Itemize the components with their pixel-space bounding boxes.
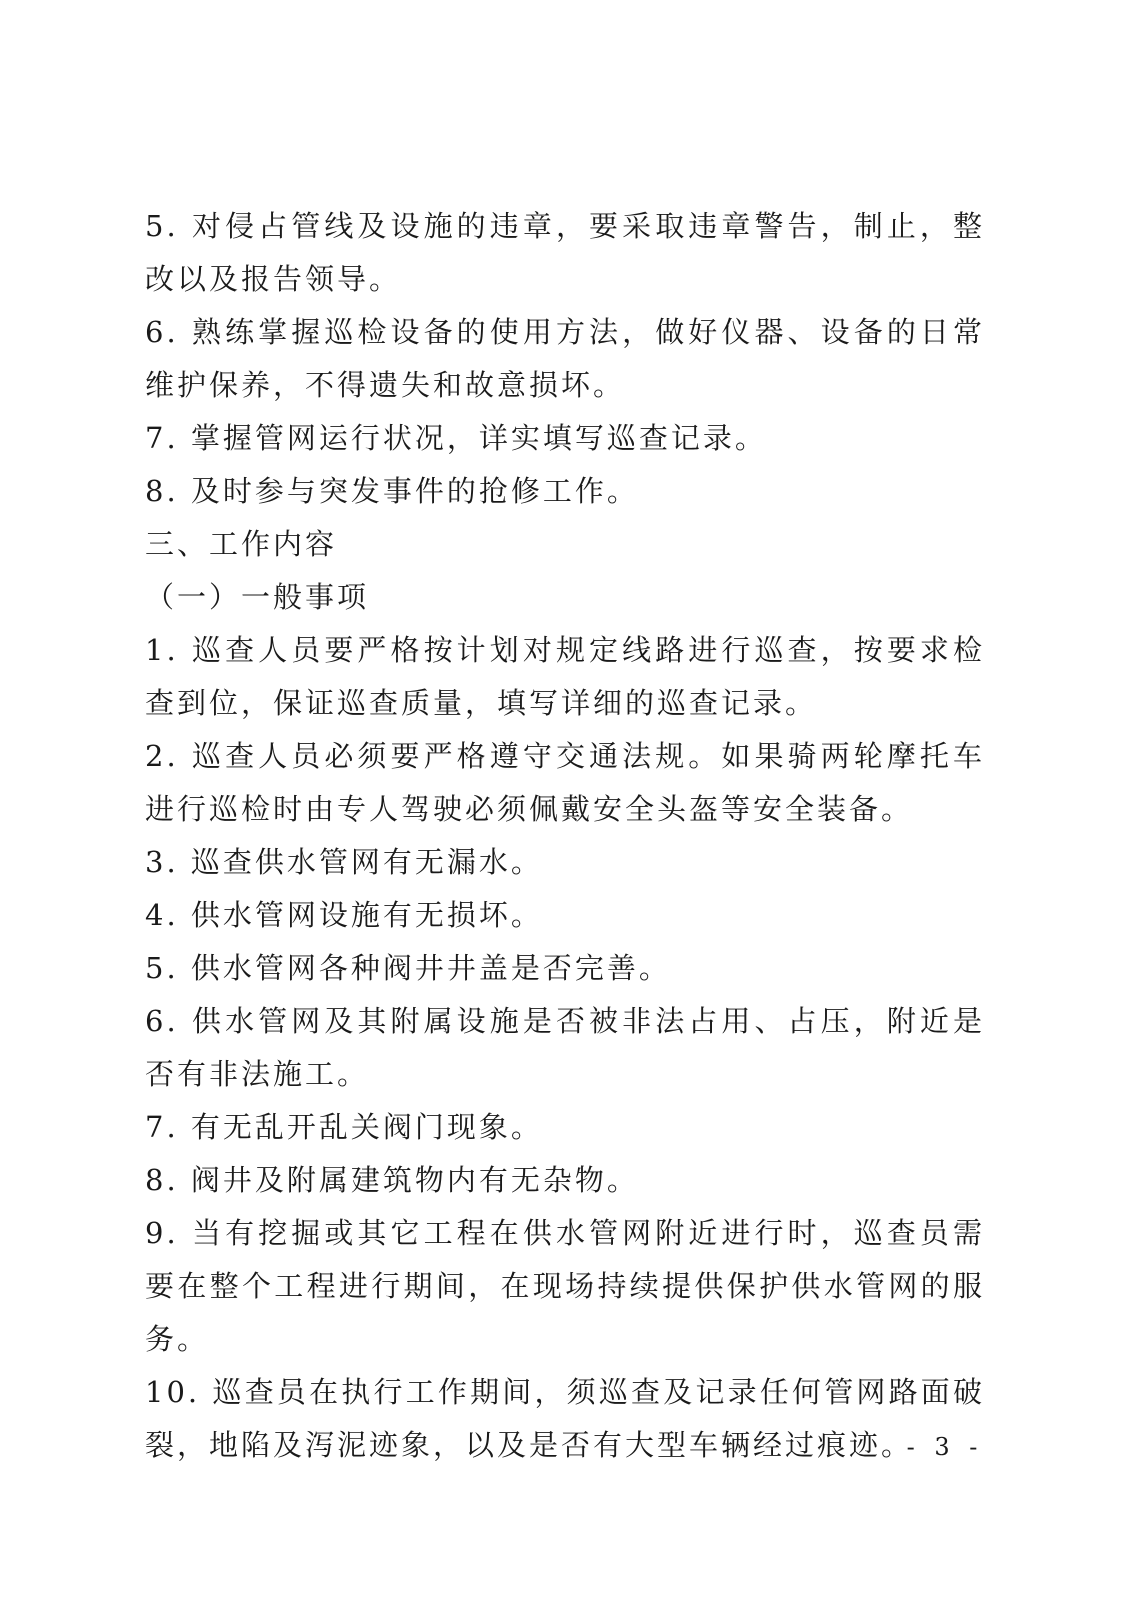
- paragraph-item-5-violation: 5. 对侵占管线及设施的违章，要采取违章警告，制止，整改以及报告领导。: [145, 209, 985, 296]
- paragraph-general-7: 7. 有无乱开乱关阀门现象。: [145, 1110, 543, 1144]
- paragraph-general-8: 8. 阀井及附属建筑物内有无杂物。: [145, 1163, 639, 1197]
- paragraph-general-3: 3. 巡查供水管网有无漏水。: [145, 845, 543, 879]
- paragraph-item-6-equipment: 6. 熟练掌握巡检设备的使用方法，做好仪器、设备的日常维护保养，不得遗失和故意损坏。: [145, 315, 985, 402]
- document-body: [145, 200, 985, 1472]
- section-heading-work-content: 三、工作内容: [145, 527, 338, 561]
- paragraph-general-5: 5. 供水管网各种阀井井盖是否完善。: [145, 951, 671, 985]
- paragraph-general-10: 10. 巡查员在执行工作期间，须巡查及记录任何管网路面破裂，地陷及泻泥迹象，以及是否有大型车辆经过痕迹。: [145, 1375, 985, 1462]
- paragraph-general-4: 4. 供水管网设施有无损坏。: [145, 898, 543, 932]
- subsection-heading-general-matters: （一）一般事项: [145, 580, 370, 614]
- page-number: - 3 -: [906, 1433, 984, 1461]
- paragraph-general-6: 6. 供水管网及其附属设施是否被非法占用、占压，附近是否有非法施工。: [145, 1004, 985, 1091]
- paragraph-item-7-records: 7. 掌握管网运行状况，详实填写巡查记录。: [145, 421, 767, 455]
- paragraph-general-2: 2. 巡查人员必须要严格遵守交通法规。如果骑两轮摩托车进行巡检时由专人驾驶必须佩戴安全头盔等安全装备。: [145, 739, 985, 826]
- paragraph-item-8-repair: 8. 及时参与突发事件的抢修工作。: [145, 474, 639, 508]
- paragraph-general-1: 1. 巡查人员要严格按计划对规定线路进行巡查，按要求检查到位，保证巡查质量，填写详细的巡查记录。: [145, 633, 985, 720]
- paragraph-general-9: 9. 当有挖掘或其它工程在供水管网附近进行时，巡查员需要在整个工程进行期间，在现场持续提供保护供水管网的服务。: [145, 1216, 985, 1356]
